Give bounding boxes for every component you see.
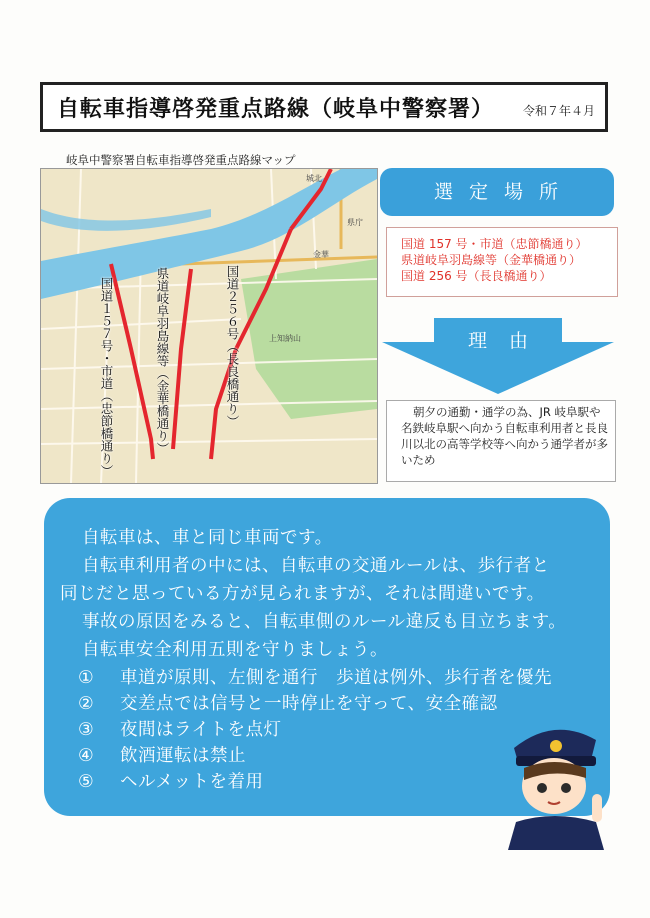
- map-graphic: [41, 169, 377, 483]
- rule-item: [78, 768, 263, 793]
- label-kamichino: 上知納山: [269, 334, 301, 343]
- selection-header: 選定場所: [380, 168, 614, 216]
- message-line: 事故の原因をみると、自転車側のルール違反も目立ちます。: [82, 612, 567, 632]
- rule-text: 夜間はライトを点灯: [120, 720, 282, 740]
- rule-number: ①: [78, 668, 95, 688]
- message-line: 同じだと思っている方が見られますが、それは間違いです。: [60, 584, 545, 604]
- places-box: [386, 227, 618, 297]
- rule-item: [78, 716, 281, 741]
- label-kencho: 県庁: [347, 218, 363, 227]
- route-label-256: 国道２５６号（長良橋通り）: [225, 265, 240, 428]
- title-box: [40, 82, 608, 132]
- message-line: 自転車利用者の中には、自転車の交通ルールは、歩行者と: [82, 556, 550, 576]
- rule-number: ⑤: [78, 772, 95, 792]
- route-label-157: 国道１５７号・市道（忠節橋通り）: [99, 277, 114, 477]
- reason-header: 理由: [467, 330, 550, 352]
- route-label-kinkabashi: 県道岐阜羽島線等（金華橋通り）: [155, 267, 170, 455]
- place-item: 国道 157 号・市道（忠節橋通り）: [401, 237, 588, 251]
- place-item: 国道 256 号（長良橋通り）: [401, 269, 552, 283]
- message-line: 自転車安全利用五則を守りましょう。: [82, 640, 388, 660]
- label-kinka: 金華: [313, 250, 329, 259]
- route-map: [40, 168, 378, 484]
- map-caption: 岐阜中警察署自転車指導啓発重点路線マップ: [66, 153, 296, 167]
- rule-item: [78, 690, 498, 715]
- rule-number: ④: [78, 746, 95, 766]
- rule-item: [78, 664, 552, 689]
- police-officer-mascot-icon: [496, 710, 612, 850]
- rule-item: [78, 742, 246, 767]
- place-item: 県道岐阜羽島線等（金華橋通り）: [401, 253, 582, 267]
- rule-text: 車道が原則、左側を通行 歩道は例外、歩行者を優先: [120, 668, 552, 688]
- rule-text: ヘルメットを着用: [120, 772, 264, 792]
- rule-number: ③: [78, 720, 95, 740]
- reason-text: 朝夕の通勤・通学の為、JR 岐阜駅や名鉄岐阜駅へ向かう自転車利用者と長良川以北の高等学校等へ向かう通学者が多いため: [386, 400, 616, 482]
- page-title: 自転車指導啓発重点路線（岐阜中警察署）: [57, 97, 495, 122]
- rule-text: 飲酒運転は禁止: [120, 746, 246, 766]
- message-line: 自転車は、車と同じ車両です。: [82, 528, 333, 548]
- issue-date: 令和７年４月: [522, 104, 595, 118]
- rule-text: 交差点では信号と一時停止を守って、安全確認: [120, 694, 498, 714]
- label-johoku: 城北: [306, 174, 322, 183]
- rule-number: ②: [78, 694, 95, 714]
